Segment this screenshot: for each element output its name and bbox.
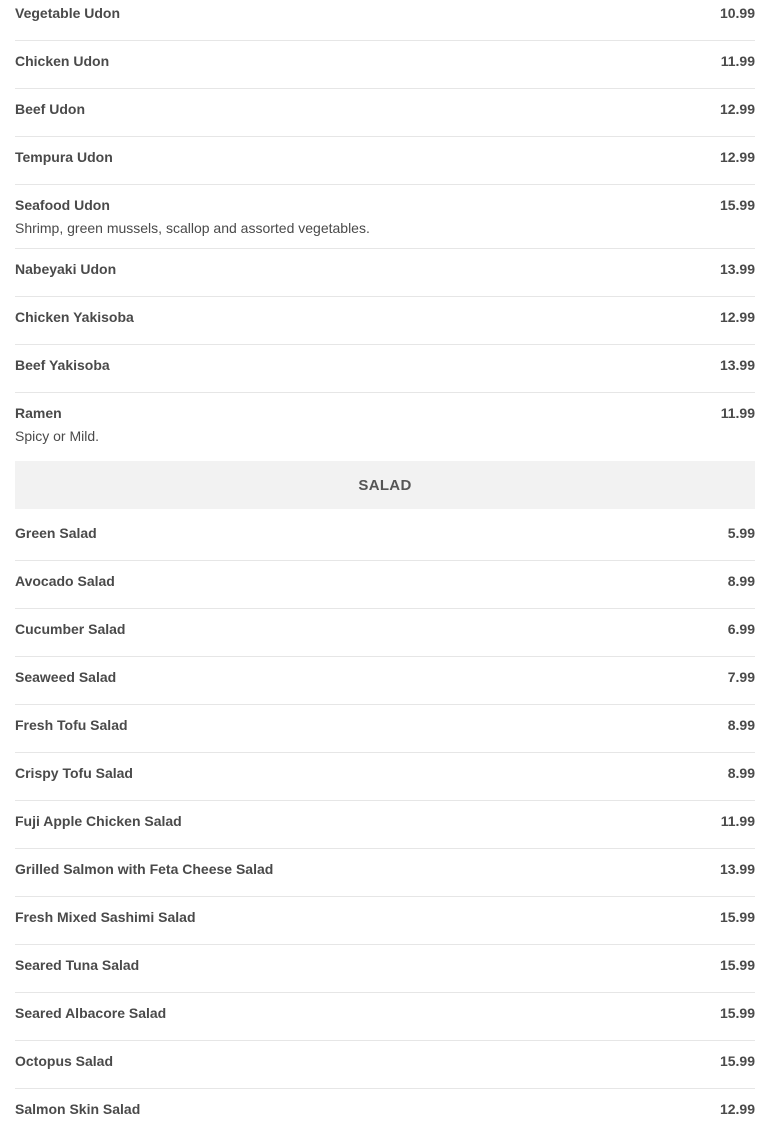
item-name: Fuji Apple Chicken Salad [15,813,182,829]
menu-item[interactable] [15,801,755,849]
item-name: Green Salad [15,525,97,541]
item-name: Grilled Salmon with Feta Cheese Salad [15,861,274,877]
item-name: Fresh Tofu Salad [15,717,128,733]
item-price: 6.99 [727,621,755,637]
item-price: 11.99 [720,405,755,421]
item-name: Seared Albacore Salad [15,1005,167,1021]
menu-item[interactable] [15,705,755,753]
menu-item[interactable] [15,345,755,393]
item-price: 13.99 [719,357,755,373]
item-price: 11.99 [720,813,755,829]
item-name: Seafood Udon [15,197,110,213]
menu-list [15,0,755,1124]
item-name: Salmon Skin Salad [15,1101,141,1117]
item-name: Avocado Salad [15,573,115,589]
item-price: 15.99 [719,957,755,973]
item-name: Chicken Udon [15,53,110,69]
menu-item[interactable] [15,0,755,41]
item-name: Cucumber Salad [15,621,126,637]
item-description: Spicy or Mild. [15,428,100,444]
item-name: Beef Udon [15,101,85,117]
menu-item[interactable] [15,249,755,297]
menu-item[interactable] [15,41,755,89]
menu-item[interactable] [15,1041,755,1089]
menu-item[interactable] [15,753,755,801]
menu-item[interactable] [15,609,755,657]
menu-item[interactable] [15,297,755,345]
item-price: 15.99 [719,1005,755,1021]
item-price: 13.99 [719,861,755,877]
item-price: 15.99 [719,197,755,213]
menu-item[interactable] [15,509,755,561]
section-header-salad [15,461,755,509]
item-price: 11.99 [720,53,755,69]
menu-item[interactable] [15,897,755,945]
item-price: 7.99 [727,669,755,685]
menu-item[interactable] [15,849,755,897]
menu-item[interactable] [15,1089,755,1124]
item-name: Beef Yakisoba [15,357,110,373]
item-price: 12.99 [719,309,755,325]
menu-item[interactable] [15,561,755,609]
menu-item[interactable] [15,89,755,137]
item-price: 10.99 [719,5,755,21]
item-price: 12.99 [719,149,755,165]
item-price: 8.99 [727,573,755,589]
item-price: 5.99 [727,525,755,541]
item-name: Fresh Mixed Sashimi Salad [15,909,196,925]
item-name: Tempura Udon [15,149,113,165]
item-price: 12.99 [719,1101,755,1117]
item-name: Chicken Yakisoba [15,309,134,325]
item-name: Octopus Salad [15,1053,114,1069]
item-name: Crispy Tofu Salad [15,765,133,781]
item-name: Vegetable Udon [15,5,121,21]
menu-item[interactable] [15,657,755,705]
item-name: Nabeyaki Udon [15,261,117,277]
menu-item[interactable] [15,393,755,461]
item-price: 8.99 [727,717,755,733]
menu-item[interactable] [15,945,755,993]
item-price: 15.99 [719,909,755,925]
item-name: Seaweed Salad [15,669,117,685]
item-price: 12.99 [719,101,755,117]
item-name: Ramen [15,405,62,421]
item-price: 8.99 [727,765,755,781]
item-price: 13.99 [719,261,755,277]
menu-item[interactable] [15,993,755,1041]
section-title: SALAD [358,476,412,494]
item-price: 15.99 [719,1053,755,1069]
menu-item[interactable] [15,137,755,185]
menu-item[interactable] [15,185,755,249]
item-name: Seared Tuna Salad [15,957,140,973]
item-description: Shrimp, green mussels, scallop and assorted vegetables. [15,220,370,236]
